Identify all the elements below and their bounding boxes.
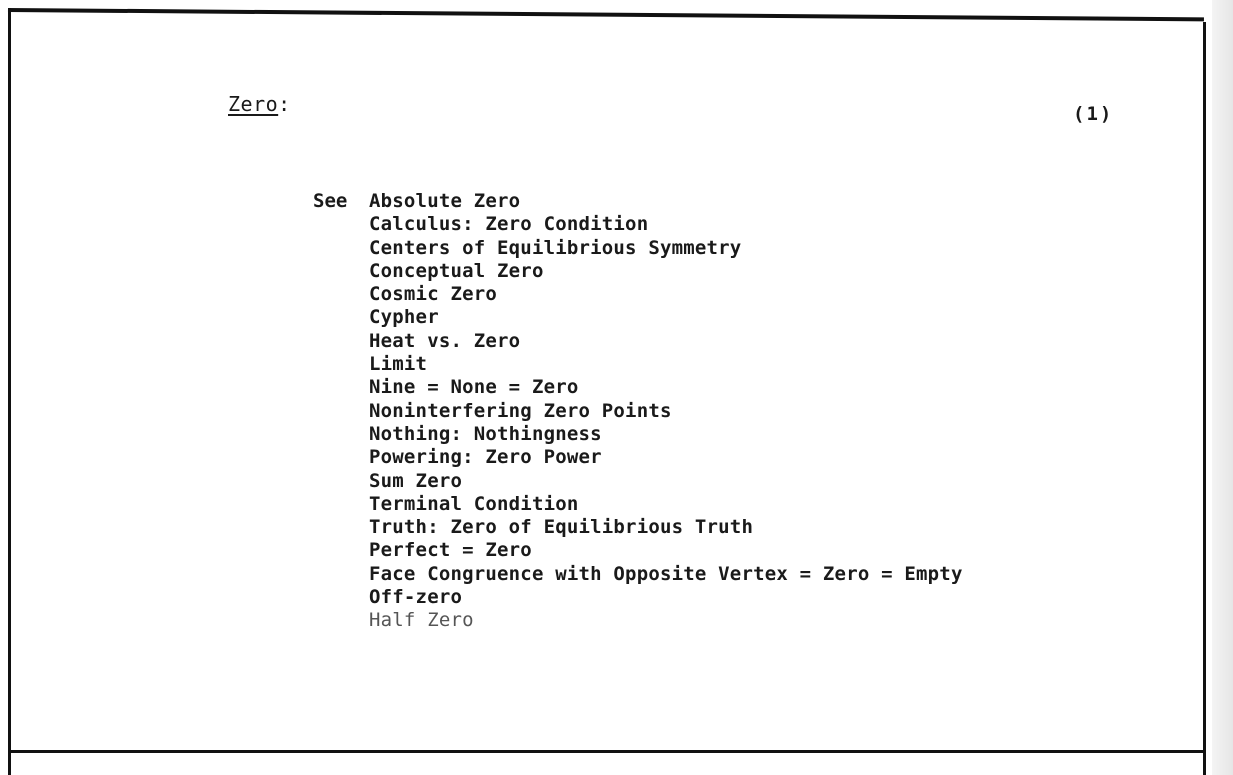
reference-item: Cosmic Zero [369,283,498,306]
reference-item: Absolute Zero [369,190,521,212]
reference-item: Nine = None = Zero [369,376,579,399]
card-number: (1) [1073,103,1114,125]
card-border-right [1203,22,1206,775]
see-label: See [313,190,348,212]
reference-item: Limit [369,353,428,376]
reference-item: Perfect = Zero [369,539,532,562]
reference-item: Centers of Equilibrious Symmetry [369,236,742,259]
card-border-top [8,8,1204,21]
reference-item: Terminal Condition [369,492,579,515]
reference-item: Conceptual Zero [369,259,544,282]
reference-item: Half Zero [369,609,474,632]
card-heading [228,92,291,116]
reference-item: Off-zero [369,586,463,609]
heading-colon: : [278,92,291,116]
reference-list [369,190,963,633]
reference-item: Noninterfering Zero Points [369,399,672,422]
reference-item: Heat vs. Zero [369,329,521,352]
card-border-left [8,8,11,775]
reference-item: Sum Zero [369,469,463,492]
reference-item: Cypher [369,306,439,329]
reference-item: Calculus: Zero Condition [369,213,649,236]
reference-item: Powering: Zero Power [369,446,602,469]
reference-item: Face Congruence with Opposite Vertex = Zero = Empty [369,562,963,585]
heading-term: Zero [228,92,279,116]
scan-edge [1212,0,1233,775]
card-border-bottom [8,750,1206,753]
reference-item: Truth: Zero of Equilibrious Truth [369,516,754,539]
reference-item: Nothing: Nothingness [369,422,602,445]
